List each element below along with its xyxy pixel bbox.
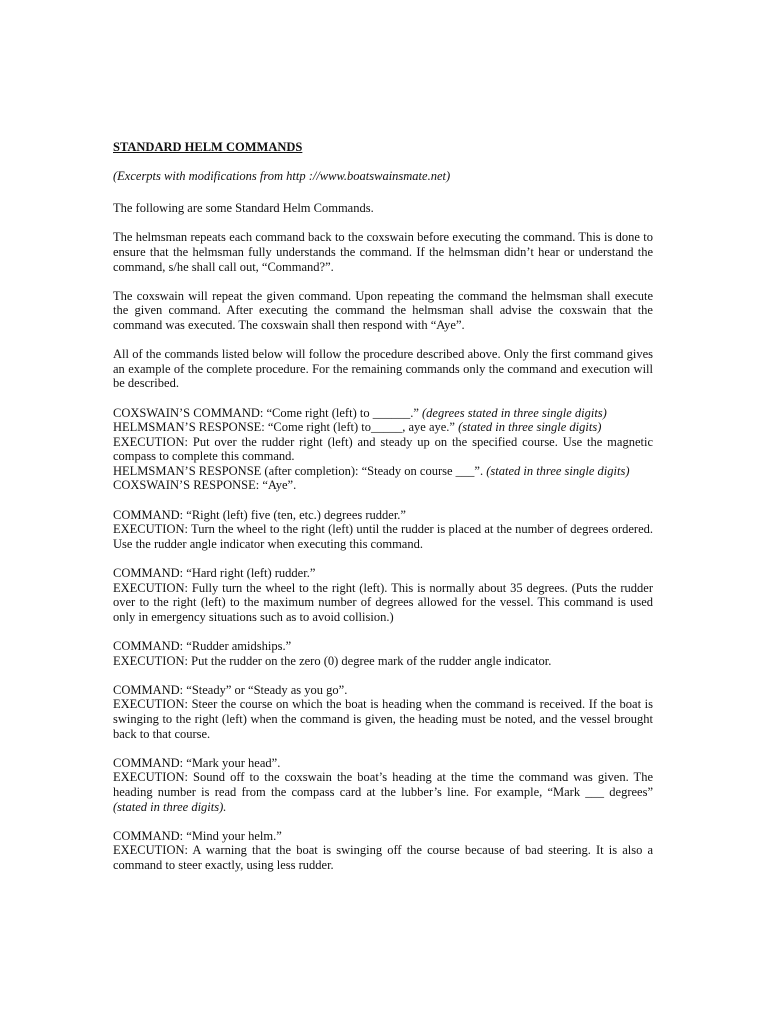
document-title: STANDARD HELM COMMANDS	[113, 140, 303, 154]
execution-text: EXECUTION: Steer the course on which the boat is heading when the command is received. If the boat is swinging to the right (left) when the command is given, the heading must be noted, and the vessel brought back to that course.	[113, 697, 653, 741]
example-execution: EXECUTION: Put over the rudder right (left) and steady up on the specified course. Use the magnetic compass to complete this command.	[113, 434, 653, 464]
paragraph-procedure: All of the commands listed below will follow the procedure described above. Only the first command gives an example of the complete procedure. For the remaining commands only the command and execution will be described.	[113, 347, 653, 391]
execution-text: EXECUTION: Fully turn the wheel to the right (left). This is normally about 35 degrees. (Puts the rudder over to the right (left) to the maximum number of degrees allowed for the vessel. This command is used only in emergency situations such as to avoid collision.)	[113, 580, 653, 624]
command-block	[113, 508, 653, 552]
coxswain-response: COXSWAIN’S RESPONSE: “Aye”.	[113, 478, 297, 493]
execution-note: (stated in three digits).	[113, 799, 227, 814]
helmsman-completion: HELMSMAN’S RESPONSE (after completion): “Steady on course ___”.	[113, 463, 484, 478]
command-block	[113, 566, 653, 624]
helmsman-completion-line	[113, 464, 653, 479]
execution-text: EXECUTION: Put the rudder on the zero (0) degree mark of the rudder angle indicator.	[113, 653, 552, 668]
execution-text: EXECUTION: A warning that the boat is swinging off the course because of bad steering. It is also a command to steer exactly, using less rudder.	[113, 843, 653, 872]
helmsman-completion-note: (stated in three single digits)	[486, 463, 630, 478]
command-text: COMMAND: “Rudder amidships.”	[113, 639, 292, 653]
command-text: COMMAND: “Mind your helm.”	[113, 828, 282, 843]
paragraph-coxswain-repeats: The coxswain will repeat the given command. Upon repeating the command the helmsman shall execute the given command. After executing the command the helmsman shall advise the coxswain that the command was executed. The coxswain shall then respond with “Aye”.	[113, 288, 653, 332]
command-text: COMMAND: “Hard right (left) rudder.”	[113, 566, 316, 581]
command-text: COMMAND: “Mark your head”.	[113, 755, 281, 770]
example-procedure	[113, 406, 653, 494]
command-block	[113, 829, 653, 873]
execution-text: EXECUTION: Turn the wheel to the right (left) until the rudder is placed at the number of degrees ordered. Use the rudder angle indicator when executing this command.	[113, 522, 653, 551]
execution-text	[113, 770, 653, 814]
coxswain-command-line	[113, 406, 653, 421]
document-page	[113, 140, 653, 887]
command-block	[113, 756, 653, 814]
helmsman-response: HELMSMAN’S RESPONSE: “Come right (left) to_____, aye aye.”	[113, 420, 455, 435]
source-note: (Excerpts with modifications from http ://www.boatswainsmate.net)	[113, 168, 451, 183]
intro-paragraph: The following are some Standard Helm Commands.	[113, 201, 374, 216]
helmsman-response-line	[113, 420, 653, 435]
coxswain-command: COXSWAIN’S COMMAND: “Come right (left) to ______.”	[113, 405, 419, 420]
execution-body: EXECUTION: Sound off to the coxswain the boat’s heading at the time the command was given. The heading number is read from the compass card at the lubber’s line. For example, “Mark ___ degrees”	[113, 770, 653, 799]
helmsman-response-note: (stated in three single digits)	[458, 420, 602, 435]
command-block	[113, 639, 653, 668]
paragraph-helmsman-repeats: The helmsman repeats each command back to the coxswain before executing the command. This is done to ensure that the helmsman fully understands the command. If the helmsman didn’t hear or understand the command, s/he shall call out, “Command?”.	[113, 230, 653, 274]
coxswain-command-note: (degrees stated in three single digits)	[422, 405, 607, 420]
command-block	[113, 683, 653, 741]
command-text: COMMAND: “Steady” or “Steady as you go”.	[113, 682, 348, 697]
command-text: COMMAND: “Right (left) five (ten, etc.) degrees rudder.”	[113, 507, 406, 522]
